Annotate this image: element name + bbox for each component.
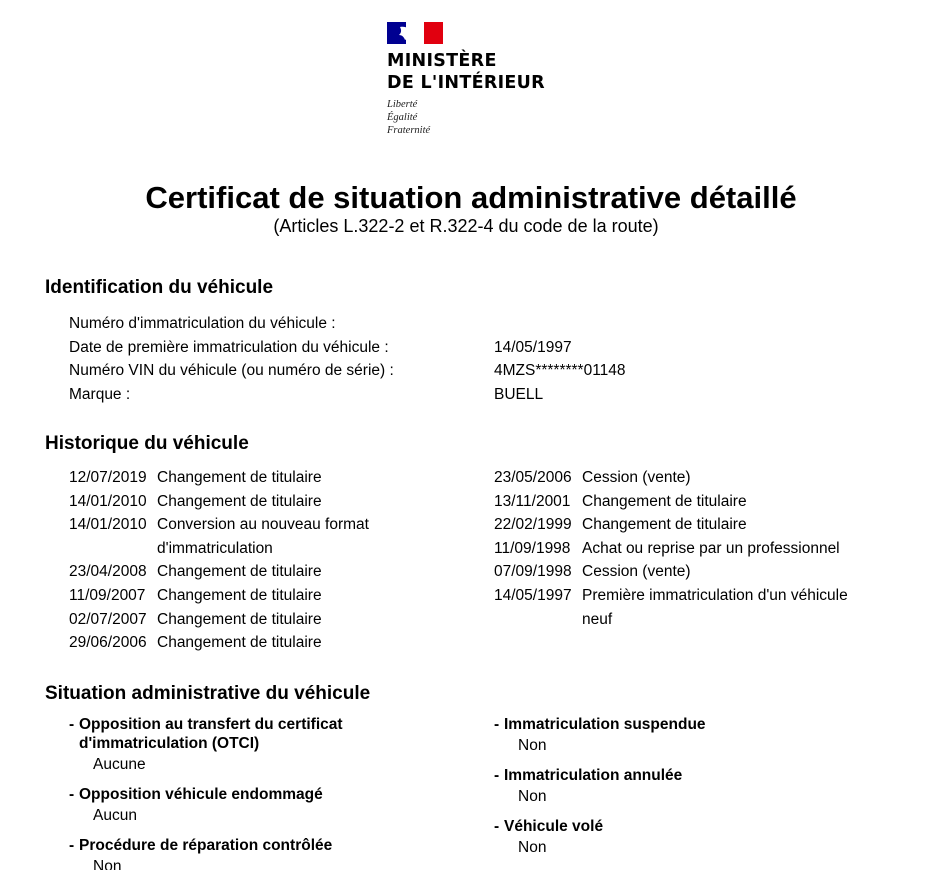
- history-event: Changement de titulaire: [157, 563, 322, 581]
- history-date: 13/11/2001: [494, 492, 571, 510]
- history-event: Changement de titulaire: [157, 469, 322, 486]
- situation-value: Aucun: [93, 807, 137, 824]
- motto-egalite: Égalité: [387, 112, 418, 123]
- ident-value-brand: BUELL: [494, 386, 544, 403]
- motto-liberte: Liberté: [387, 99, 418, 110]
- history-date: 11/09/1998: [494, 539, 571, 557]
- history-event: Changement de titulaire: [157, 586, 322, 604]
- ident-label-first-registration: Date de première immatriculation du véhicule :: [69, 339, 389, 356]
- org-line-1: MINISTÈRE: [387, 51, 497, 71]
- history-entry: [69, 466, 404, 490]
- situation-item: [494, 766, 854, 808]
- history-event: Conversion au nouveau format d'immatriculation: [157, 516, 369, 557]
- document-subtitle: (Articles L.322-2 et R.322-4 du code de la route): [273, 216, 659, 236]
- situation-item: [69, 836, 399, 870]
- item-dash: -: [69, 716, 75, 733]
- history-event: Changement de titulaire: [157, 634, 322, 652]
- history-date: 14/01/2010: [69, 516, 147, 534]
- history-entry: [69, 631, 404, 655]
- ident-value-first-registration: 14/05/1997: [494, 339, 572, 356]
- situation-value: Non: [518, 788, 547, 805]
- history-entry: [69, 584, 404, 608]
- motto-fraternite: Fraternité: [387, 125, 431, 136]
- item-dash: -: [494, 818, 500, 835]
- history-right-column: [494, 466, 879, 631]
- history-entry: [494, 513, 879, 537]
- ident-label-plate: Numéro d'immatriculation du véhicule :: [69, 315, 336, 332]
- situation-heading: Situation administrative du véhicule: [45, 683, 371, 704]
- history-date: 11/09/2007: [69, 586, 146, 604]
- situation-label: Opposition au transfert du certificat d'immatriculation (OTCI): [79, 716, 343, 752]
- history-entry: [69, 490, 404, 514]
- org-line-2: DE L'INTÉRIEUR: [387, 73, 545, 93]
- history-event: Changement de titulaire: [582, 492, 747, 510]
- ident-label-brand: Marque :: [69, 386, 131, 403]
- history-event: Changement de titulaire: [157, 492, 322, 510]
- item-dash: -: [69, 786, 75, 803]
- document-title: Certificat de situation administrative détaillé: [145, 180, 797, 215]
- history-left-column: [69, 466, 404, 655]
- situation-label: Véhicule volé: [504, 818, 604, 835]
- history-date: 23/04/2008: [69, 563, 147, 581]
- history-date: 23/05/2006: [494, 469, 572, 486]
- situation-label: Procédure de réparation contrôlée: [79, 837, 333, 854]
- marianne-flag-icon: [387, 22, 443, 44]
- history-entry: [69, 513, 404, 560]
- history-date: 02/07/2007: [69, 610, 147, 628]
- situation-item: [494, 817, 854, 859]
- ministry-logo: [387, 22, 567, 137]
- situation-item: [494, 715, 854, 757]
- situation-value: Non: [93, 858, 122, 870]
- history-entry: [494, 560, 879, 584]
- history-date: 29/06/2006: [69, 634, 147, 652]
- history-event: Changement de titulaire: [157, 610, 322, 628]
- situation-value: Non: [518, 737, 547, 754]
- history-date: 14/05/1997: [494, 586, 572, 604]
- ident-value-vin: 4MZS********01148: [494, 362, 626, 379]
- history-event: Changement de titulaire: [582, 516, 747, 534]
- history-date: 12/07/2019: [69, 469, 147, 486]
- history-entry: [494, 490, 879, 514]
- situation-label: Immatriculation suspendue: [504, 716, 706, 733]
- motto: [387, 98, 567, 137]
- history-heading: Historique du véhicule: [45, 433, 249, 454]
- history-date: 07/09/1998: [494, 563, 572, 581]
- history-entry: [69, 560, 404, 584]
- history-entry: [494, 466, 879, 490]
- history-date: 22/02/1999: [494, 516, 572, 534]
- situation-right-column: [494, 715, 854, 868]
- situation-item: [69, 715, 399, 776]
- item-dash: -: [69, 837, 75, 854]
- history-event: Achat ou reprise par un professionnel: [582, 539, 840, 557]
- ident-label-vin: Numéro VIN du véhicule (ou numéro de série) :: [69, 362, 394, 379]
- item-dash: -: [494, 716, 500, 733]
- history-date: 14/01/2010: [69, 492, 147, 510]
- history-event: Cession (vente): [582, 563, 691, 581]
- situation-label: Opposition véhicule endommagé: [79, 786, 323, 803]
- flag-red-band: [424, 22, 443, 44]
- situation-label: Immatriculation annulée: [504, 767, 683, 784]
- history-entry: [494, 584, 879, 631]
- situation-item: [69, 785, 399, 827]
- history-entry: [69, 608, 404, 632]
- situation-value: Aucune: [93, 756, 146, 773]
- identification-heading: Identification du véhicule: [45, 277, 274, 298]
- history-entry: [494, 537, 879, 561]
- history-event: Première immatriculation d'un véhicule neuf: [582, 586, 848, 628]
- history-event: Cession (vente): [582, 469, 691, 486]
- situation-value: Non: [518, 839, 547, 856]
- item-dash: -: [494, 767, 500, 784]
- situation-left-column: [69, 715, 399, 870]
